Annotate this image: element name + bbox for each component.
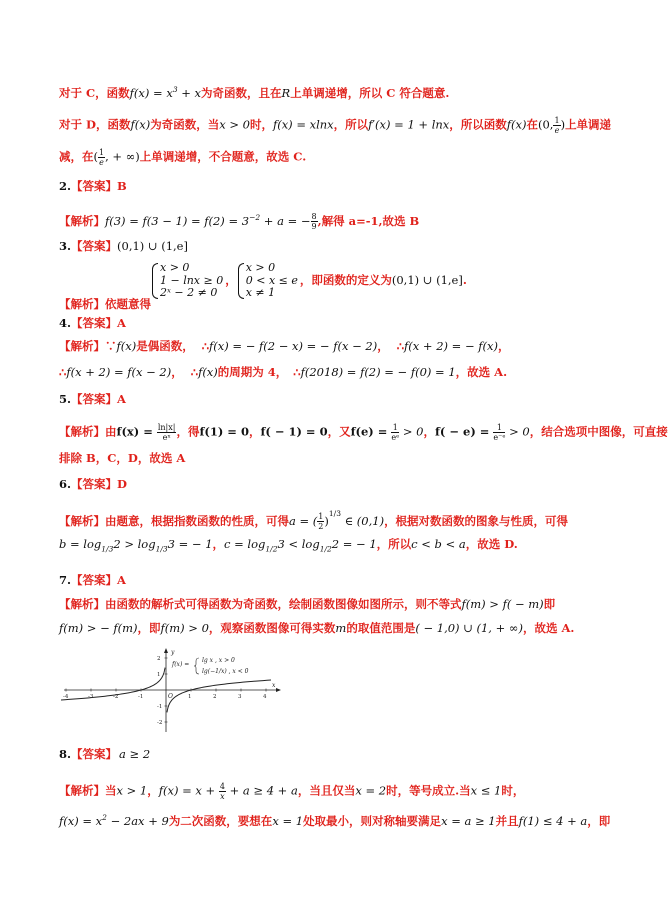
y-tick-label: -2 [157,720,163,726]
q4-explanation-2: ∴f(x + 2) = f(x − 2)， ∴f(x)的周期为 4， ∴f(2018) = f(2) = − f(0) = 1，故选 A. [59,365,508,379]
x-tick-label: -3 [88,694,94,700]
function-graph [62,648,282,734]
graph-legend [171,657,249,675]
fraction: $\frac{1}{e}$ [99,148,105,167]
q3-explanation: 【解析】依题意得 x > 0 1 − lnx ≥ 0 2ˣ − 2 ≠ 0 ， x > 0 0 < x ≤ e x ≠ 1 ，即函数的定义为(0,1) ∪ (1,e]. [59,261,467,311]
q8-explanation-2: $f(x) = x^2 - 2ax + 9$为二次函数，要想在x = 1处取最小，则对称轴要满足x = a ≥ 1并且f(1) ≤ 4 + a，即 [59,813,611,828]
x-axis-label: x [272,682,276,689]
q4-answer-line: 4.【答案】A [59,316,126,330]
q4-explanation-1: 【解析】∵f(x)是偶函数， ∴f(x) = − f(2 − x) = − f(x − 2)， ∴f(x + 2) = − f(x)， [59,339,510,353]
x-tick-label: 1 [188,694,192,700]
x-tick-label: 3 [238,694,242,700]
fraction: $\frac{1}{\text{eᵉ}}$ [391,423,400,442]
q6-explanation-2: $b = \log_{1/3}2 > \log_{1/3}3$ = − 1，$c = \log_{1/2}3 < \log_{1/2}2$ = − 1，所以c < b < a，故选 D. [59,537,518,554]
fraction: $\frac{8}{9}$ [311,212,317,232]
legend-piece-1: lg x , x > 0 [202,657,235,664]
y-tick-label: -1 [157,704,163,710]
x-tick-label: -1 [138,694,144,700]
q6-explanation-1: 【解析】由题意，根据指数函数的性质，可得a = ( $\frac{1}{2}$ )$^{1/3}$ ∈ (0,1)，根据对数函数的图象与性质，可得 [59,509,569,532]
q5-explanation-2: 排除 B，C，D，故选 A [59,451,186,465]
x-tick-label: -4 [63,694,69,700]
q3-answer-line: 3.【答案】(0,1) ∪ (1,e] [59,239,188,253]
q2-answer-line: 2.【答案】B [59,179,127,193]
q8-explanation-1: 【解析】当x > 1，f(x) = x + $\frac{4}{x}$ + a ≥ 4 + a，当且仅当x = 2时，等号成立.当x ≤ 1时， [59,782,525,801]
fraction: $\frac{1}{e}$ [554,116,560,135]
legend-piece-2: lg(−1/x) , x < 0 [202,668,249,675]
y-tick-label: 1 [157,672,161,678]
math-expr: $f(x) = x^3 + x$ [129,85,202,100]
q7-explanation-1: 【解析】由函数的解析式可得函数为奇函数，绘制函数图像如图所示，则不等式f(m) > f( − m)即 [59,597,556,611]
equation-system-1: x > 0 1 − lnx ≥ 0 2ˣ − 2 ≠ 0 [151,262,223,300]
q5-explanation-1: 【解析】由f(x) = $\frac{\ln|x|}{\text{eˣ}}$ ，得f(1) = 0，f( − 1) = 0，又f(e) = $\frac{1}{\text{eᵉ}}$ > 0，f( − e) = $\frac{1}{\text{e⁻ᵉ}}$ > 0，结合选项中图像，可直接 [59,423,668,442]
fraction: $\frac{4}{x}$ [219,782,225,801]
fraction: $\frac{1}{2}$ [318,512,324,532]
q6-answer-line: 6.【答案】D [59,477,127,491]
q7-explanation-2: f(m) > − f(m)，即f(m) > 0，观察函数图像可得实数m的取值范围是( − 1,0) ∪ (1, + ∞)，故选 A. [59,621,575,635]
option-d-line-2: 减，在( $\frac{1}{e}$ , + ∞)上单调递增，不合题意，故选 C. [59,148,307,167]
origin-label: O [168,693,173,700]
curve-negative-branch [61,668,165,700]
y-axis-label: y [171,649,175,656]
x-tick-label: 2 [213,694,217,700]
curve-positive-branch [167,680,271,712]
fraction: $\frac{\ln|x|}{\text{eˣ}}$ [157,423,176,442]
x-tick-label: 4 [263,694,267,700]
q5-answer-line: 5.【答案】A [59,392,126,406]
equation-system-2: x > 0 0 < x ≤ e x ≠ 1 [237,262,298,300]
q2-explanation: 【解析】$f(3) = f(3 - 1) = f(2) = 3^{-2} + a$ = − $\frac{8}{9}$ ,解得 a=-1,故选 B [59,212,420,232]
y-axis-arrow [164,648,168,653]
x-tick-label: -2 [113,694,119,700]
legend-brace [194,658,199,674]
q8-answer-line: 8.【答案】 a ≥ 2 [59,747,151,761]
legend-lhs: f(x) = [172,661,190,668]
y-tick-label: 2 [157,656,161,662]
option-d-line-1: 对于 D，函数f(x)为奇函数，当x > 0时，f(x) = xlnx，所以f′(x) = 1 + lnx，所以函数f(x)在(0, $\frac{1}{e}$ )上单调递 [59,116,612,135]
option-c-line: 对于 C，函数$f(x) = x^3 + x$为奇函数，且在R上单调递增，所以 C 符合题意. [59,85,450,100]
q7-answer-line: 7.【答案】A [59,573,126,587]
fraction: $\frac{1}{\text{e⁻ᵉ}}$ [493,423,506,442]
x-axis-arrow [276,688,281,692]
